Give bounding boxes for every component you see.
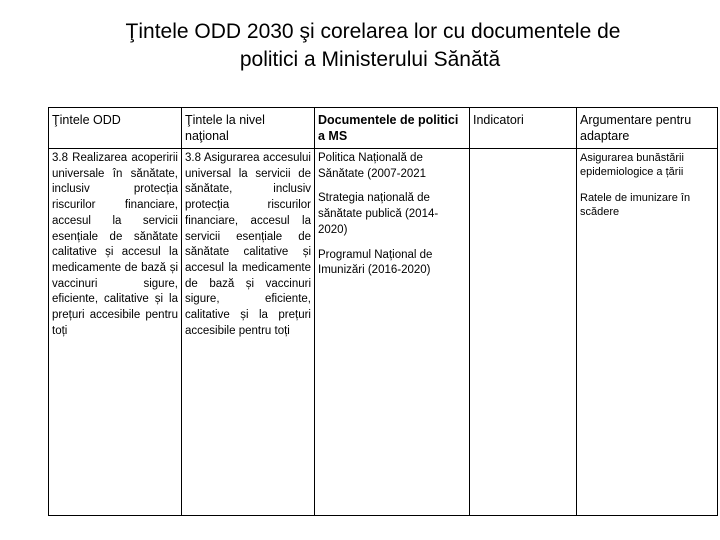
cell-arguments xyxy=(577,149,718,516)
header-indicators: Indicatori xyxy=(470,108,577,149)
cell-indicators xyxy=(470,149,577,516)
table-header-row xyxy=(49,108,718,149)
cell-national-target: 3.8 Asigurarea accesului universal la servicii de sănătate, inclusiv protecția riscurilor financiare, accesul la servicii esențiale de sănătate calitative și accesul la medicamente de bază și vaccinuri sigure, eficiente, calitative și la prețuri accesibile pentru toți xyxy=(182,149,315,516)
cell-odd-target: 3.8 Realizarea acoperirii universale în sănătate, inclusiv protecția riscurilor financiare, accesul la servicii esențiale de sănătate calitative și accesul la medicamente de bază și vaccinuri sigure, eficiente, calitative și la prețuri accesibile pentru toți xyxy=(49,149,182,516)
slide-title xyxy=(40,18,700,74)
argument-item: Ratele de imunizare în scădere xyxy=(580,192,691,218)
title-line-2: politici a Ministerului Sănătă xyxy=(239,48,501,71)
table-row xyxy=(49,149,718,516)
policy-doc-item: Programul Național de Imunizări (2016-2020) xyxy=(318,248,433,277)
header-policy-documents: Documentele de politici a MS xyxy=(315,108,470,149)
header-adaptation-arguments: Argumentare pentru adaptare xyxy=(577,108,718,149)
header-national-targets: Ţintele la nivel naţional xyxy=(182,108,315,149)
odd-table xyxy=(48,107,718,516)
cell-policy-documents xyxy=(315,149,470,516)
argument-item: Asigurarea bunăstării epidemiologice a țării xyxy=(580,152,684,178)
policy-doc-item: Strategia națională de sănătate publică (2014-2020) xyxy=(318,192,439,236)
header-odd-targets: Ţintele ODD xyxy=(49,108,182,149)
policy-doc-item: Politica Națională de Sănătate (2007-2021 xyxy=(318,152,427,180)
title-line-1: Ţintele ODD 2030 şi corelarea lor cu documentele de xyxy=(125,20,621,43)
